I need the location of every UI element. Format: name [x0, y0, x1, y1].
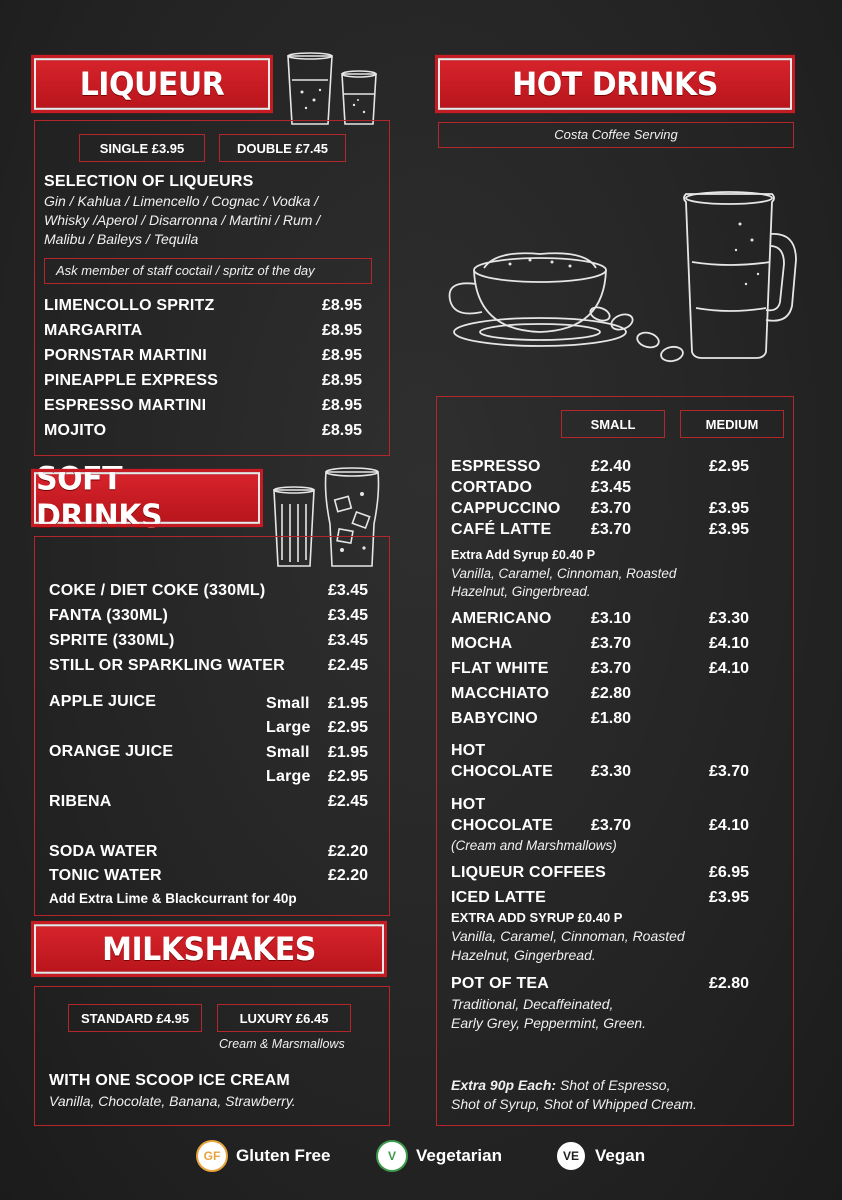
double-price-tag: DOUBLE £7.45 [219, 134, 346, 162]
legend-label: Vegan [595, 1146, 646, 1165]
hot-drinks-title: HOT DRINKS [438, 58, 792, 110]
legend-label: Gluten Free [236, 1146, 331, 1165]
soft-drinks-title: SOFT DRINKS [34, 472, 260, 524]
hot-drink-price: £3.70 [591, 635, 632, 652]
hot-drink-name: MACCHIATO [451, 685, 550, 702]
hot-drink-price: £2.80 [591, 685, 632, 702]
soft-drink-price: £3.45 [328, 607, 369, 624]
hot-drink-name: CORTADO [451, 479, 533, 496]
liqueur-item-name: MOJITO [44, 422, 107, 439]
selection-line: Malibu / Baileys / Tequila [44, 231, 199, 247]
hot-drink-medium-price: £3.30 [709, 610, 750, 627]
juice-size: Large [266, 719, 311, 736]
hot-drink-name: BABYCINO [451, 710, 538, 727]
hot-drink-medium-price: £3.95 [709, 500, 750, 517]
hot-drink-price: £3.70 [591, 521, 632, 538]
hot-choc-small: £3.70 [591, 817, 632, 834]
water-price: £2.20 [328, 843, 369, 860]
liqueur-item-name: PORNSTAR MARTINI [44, 347, 207, 364]
soft-drink-name: FANTA (330ML) [49, 607, 169, 624]
selection-title: SELECTION OF LIQUEURS [44, 173, 254, 190]
hot-drink-price: £2.40 [591, 458, 632, 475]
hot-drink-price: £3.45 [591, 479, 632, 496]
luxury-note: Cream & Marsmallows [219, 1037, 345, 1051]
hot-drink-name: CAPPUCCINO [451, 500, 561, 517]
hot-choc-line2: CHOCOLATE [451, 763, 553, 780]
soft-drink-price: £2.45 [328, 657, 369, 674]
tea-line: Early Grey, Peppermint, Green. [451, 1015, 647, 1031]
juice-price: £1.95 [328, 695, 369, 712]
soft-drink-name: STILL OR SPARKLING WATER [49, 657, 285, 674]
hot-drink-name: ESPRESSO [451, 458, 541, 475]
legend-vegan [555, 1140, 645, 1172]
selection-line: Whisky /Aperol / Disarronna / Martini / Rum / [44, 212, 321, 228]
col-small: SMALL [561, 410, 665, 438]
ribena-price: £2.45 [328, 793, 369, 810]
ribena-name: RIBENA [49, 793, 112, 810]
extras-bold: Extra 90p Each: [451, 1077, 557, 1093]
hot-choc-line1: HOT [451, 796, 486, 813]
col-medium: MEDIUM [680, 410, 784, 438]
tea-name: POT OF TEA [451, 975, 549, 992]
juice-name: ORANGE JUICE [49, 743, 174, 760]
juice-price: £2.95 [328, 768, 369, 785]
juice-price: £2.95 [328, 719, 369, 736]
legend-label: Vegetarian [416, 1146, 502, 1165]
scoop-flavours: Vanilla, Chocolate, Banana, Strawberry. [49, 1093, 296, 1109]
staff-note: Ask member of staff coctail / spritz of the day [56, 263, 315, 278]
standard-price-tag: STANDARD £4.95 [68, 1004, 202, 1032]
milkshakes-title: MILKSHAKES [34, 924, 384, 974]
hot-choc-note: (Cream and Marshmallows) [451, 838, 617, 853]
water-name: TONIC WATER [49, 867, 162, 884]
liqueur-coffees-name: LIQUEUR COFFEES [451, 864, 607, 881]
costa-subtitle: Costa Coffee Serving [554, 127, 678, 142]
extras-line1 [451, 1077, 670, 1093]
hot-choc-line2: CHOCOLATE [451, 817, 553, 834]
liqueur-item-name: MARGARITA [44, 322, 143, 339]
juice-price: £1.95 [328, 744, 369, 761]
hot-drink-name: CAFÉ LATTE [451, 521, 552, 538]
soft-drink-name: COKE / DIET COKE (330ML) [49, 582, 266, 599]
liqueur-title: LIQUEUR [34, 58, 270, 110]
liqueur-item-name: PINEAPPLE EXPRESS [44, 372, 219, 389]
hot-choc-small: £3.30 [591, 763, 632, 780]
water-price: £2.20 [328, 867, 369, 884]
juice-size: Small [266, 744, 310, 761]
hot-drink-name: AMERICANO [451, 610, 552, 627]
hot-drink-medium-price: £4.10 [709, 660, 750, 677]
syrup-line: Vanilla, Caramel, Cinnoman, Roasted [451, 566, 677, 581]
extras-rest: Shot of Espresso, [556, 1077, 671, 1093]
liqueur-item-name: LIMENCOLLO SPRITZ [44, 297, 215, 314]
hot-drink-medium-price: £4.10 [709, 635, 750, 652]
selection-line: Gin / Kahlua / Limencello / Cognac / Vodka / [44, 193, 319, 209]
tea-price: £2.80 [709, 975, 750, 992]
hot-drink-name: FLAT WHITE [451, 660, 549, 677]
extras-line2: Shot of Syrup, Shot of Whipped Cream. [451, 1096, 697, 1112]
syrup-title: Extra Add Syrup £0.40 P [451, 548, 596, 562]
vegetarian-icon: V [376, 1140, 408, 1172]
liqueur-item-price: £8.95 [322, 297, 363, 314]
iced-syrup-line: Vanilla, Caramel, Cinnoman, Roasted [451, 928, 685, 944]
soft-drink-price: £3.45 [328, 582, 369, 599]
juice-name: APPLE JUICE [49, 693, 157, 710]
iced-latte-price: £3.95 [709, 889, 750, 906]
hot-drink-price: £3.10 [591, 610, 632, 627]
iced-syrup-line: Hazelnut, Gingerbread. [451, 947, 596, 963]
hot-drink-price: £3.70 [591, 660, 632, 677]
extra-lime-note: Add Extra Lime & Blackcurrant for 40p [49, 891, 297, 906]
tea-line: Traditional, Decaffeinated, [451, 996, 614, 1012]
liqueur-item-price: £8.95 [322, 322, 363, 339]
shot-glasses-icon [284, 50, 380, 130]
hot-drink-price: £3.70 [591, 500, 632, 517]
gluten-free-icon: GF [196, 1140, 228, 1172]
liqueur-coffees-price: £6.95 [709, 864, 750, 881]
soft-drink-price: £3.45 [328, 632, 369, 649]
liqueur-item-price: £8.95 [322, 372, 363, 389]
hot-drink-medium-price: £2.95 [709, 458, 750, 475]
hot-choc-line1: HOT [451, 742, 486, 759]
vegan-icon: VE [555, 1140, 587, 1172]
luxury-price-tag: LUXURY £6.45 [217, 1004, 351, 1032]
scoop-title: WITH ONE SCOOP ICE CREAM [49, 1072, 290, 1089]
liqueur-item-price: £8.95 [322, 422, 363, 439]
hot-drink-name: MOCHA [451, 635, 513, 652]
hot-choc-medium: £4.10 [709, 817, 750, 834]
legend-vegetarian [376, 1140, 502, 1172]
coffee-cups-icon [440, 184, 802, 366]
hot-choc-medium: £3.70 [709, 763, 750, 780]
syrup-line: Hazelnut, Gingerbread. [451, 584, 591, 599]
juice-size: Large [266, 768, 311, 785]
liqueur-item-name: ESPRESSO MARTINI [44, 397, 207, 414]
legend-gluten-free [196, 1140, 330, 1172]
iced-latte-name: ICED LATTE [451, 889, 547, 906]
water-name: SODA WATER [49, 843, 158, 860]
liqueur-item-price: £8.95 [322, 347, 363, 364]
liqueur-item-price: £8.95 [322, 397, 363, 414]
juice-size: Small [266, 695, 310, 712]
single-price-tag: SINGLE £3.95 [79, 134, 205, 162]
iced-syrup-title: EXTRA ADD SYRUP £0.40 P [451, 910, 623, 925]
soft-drink-name: SPRITE (330ML) [49, 632, 175, 649]
hot-drink-price: £1.80 [591, 710, 632, 727]
hot-drink-medium-price: £3.95 [709, 521, 750, 538]
